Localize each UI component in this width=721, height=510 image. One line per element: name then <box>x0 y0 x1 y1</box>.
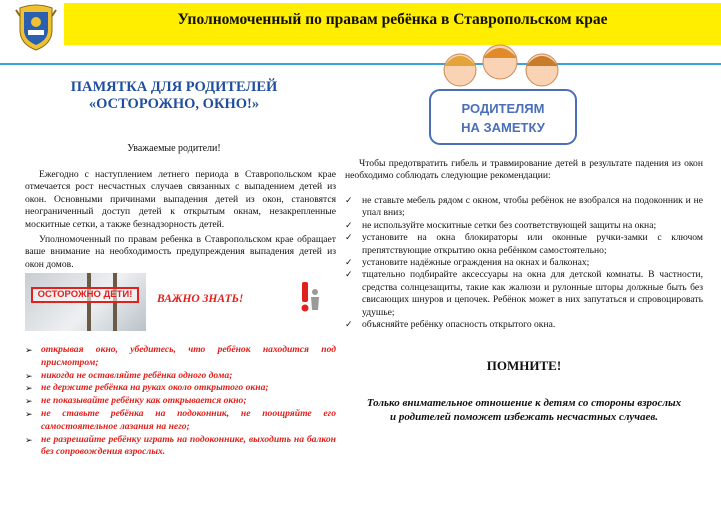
list-item: ✓ установите на окна блокираторы или оконные ручки-замки с ключом препятствующие открытию окна ребёнком самостоятельно; <box>345 232 703 256</box>
memo-title-line2: «ОСТОРОЖНО, ОКНО!» <box>88 96 260 112</box>
list-item: ✓ установите надёжные ограждения на окнах и балконах; <box>345 257 590 269</box>
list-item: ➢ не показывайте ребёнку как открывается окно; <box>25 395 247 407</box>
list-item: ✓ тщательно подбирайте аксессуары на окна для детской комнаты. В частности, средства солнцезащиты, такие как жалюзи и рулонные шторы должные быть без свисающих шнуров и цепочек. Ребёнок может в них запутаться и спровоцировать удушье; <box>345 269 703 318</box>
closing-line1: Только внимательное отношение к детям со стороны взрослых <box>366 397 682 409</box>
list-item: ➢ не держите ребёнка на руках около открытого окна; <box>25 382 269 394</box>
kids-sign-illustration <box>418 40 588 150</box>
header-title: Уполномоченный по правам ребёнка в Ставропольском крае <box>177 11 608 28</box>
important-heading: ВАЖНО ЗНАТЬ! <box>157 293 244 305</box>
arrow-bullet-icon: ➢ <box>25 383 33 394</box>
checkmark-icon: ✓ <box>345 233 353 244</box>
intro-paragraph: Ежегодно с наступлением летнего периода в Ставропольском крае отмечается рост несчастных случаев связанных с выпадением детей из окон. Основными причинами выпадения детей из окон, становятся неограниченный доступ детей к открытым окнам, незакрепленные москитные сетки, а также безнадзорность детей. <box>25 169 336 230</box>
arrow-bullet-icon: ➢ <box>25 434 33 445</box>
list-item: ➢ не ставьте ребёнка на подоконник, не поощряйте его самостоятельное лазания на него; <box>25 407 336 432</box>
list-item: ➢ никогда не оставляйте ребёнка одного дома; <box>25 369 233 381</box>
safety-rules-list <box>25 344 336 459</box>
closing-statement <box>345 396 703 424</box>
caution-sign: ОСТОРОЖНО ДЕТИ! <box>31 287 139 303</box>
header-divider <box>0 63 721 65</box>
exclamation-person-icon <box>298 280 322 314</box>
list-item: ✓ не используйте москитные сетки без соответствующей защиты на окна; <box>345 219 657 231</box>
ombudsman-paragraph: Уполномоченный по правам ребенка в Ставропольском крае обращает ваше внимание на необходимость предупреждения выпадения детей из окон домов. <box>25 234 336 270</box>
arrow-bullet-icon: ➢ <box>25 370 33 381</box>
memo-title-line1: ПАМЯТКА ДЛЯ РОДИТЕЛЕЙ <box>70 79 278 95</box>
list-item: ➢ открывая окно, убедитесь, что ребёнок находится под присмотром; <box>25 344 336 368</box>
coat-of-arms-icon <box>14 2 58 52</box>
sign-text-line1: РОДИТЕЛЯМ <box>461 101 545 116</box>
greeting: Уважаемые родители! <box>127 143 221 154</box>
checkmark-icon: ✓ <box>345 258 353 269</box>
sign-text-line2: НА ЗАМЕТКУ <box>461 120 545 135</box>
recommendations-intro: Чтобы предотвратить гибель и травмирование детей в результате падения из окон необходимо соблюдать следующие рекомендации: <box>345 158 703 182</box>
list-item: ✓ объясняйте ребёнку опасность открытого окна. <box>345 319 556 331</box>
checkmark-icon: ✓ <box>345 220 353 231</box>
list-item: ➢ не разрешайте ребёнку играть на подоконнике, выходить на балкон без сопровождения взрослых. <box>25 433 336 458</box>
caution-window-photo <box>25 273 146 331</box>
arrow-bullet-icon: ➢ <box>25 408 33 419</box>
remember-heading: ПОМНИТЕ! <box>486 358 562 373</box>
checkmark-icon: ✓ <box>345 270 353 281</box>
closing-line2: и родителей поможет избежать несчастных случаев. <box>389 411 659 423</box>
checkmark-icon: ✓ <box>345 196 353 206</box>
list-item: ✓ не ставьте мебель рядом с окном, чтобы ребёнок не взобрался на подоконник и не упал вниз; <box>345 195 703 219</box>
recommendations-list <box>345 195 703 331</box>
arrow-bullet-icon: ➢ <box>25 345 33 355</box>
arrow-bullet-icon: ➢ <box>25 396 33 407</box>
checkmark-icon: ✓ <box>345 320 353 331</box>
